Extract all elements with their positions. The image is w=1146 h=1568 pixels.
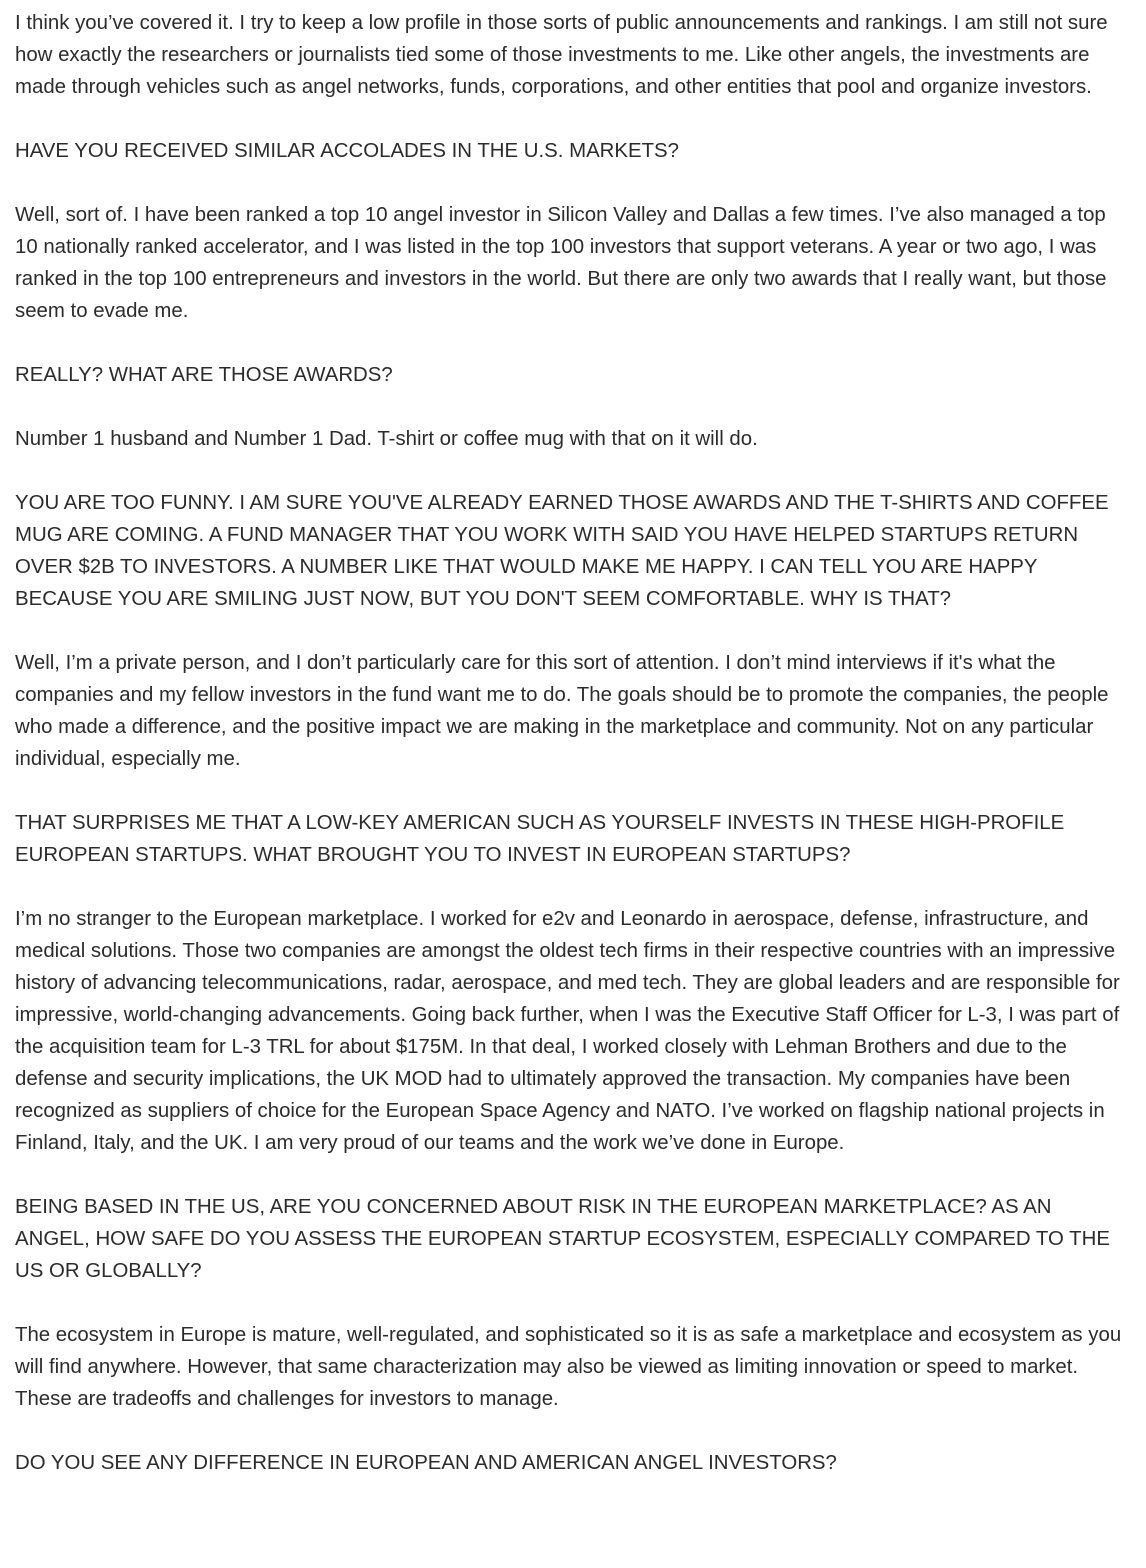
answer-paragraph: I think you’ve covered it. I try to keep a low profile in those sorts of public announcements and rankings. I am still not sure how exactly the researchers or journalists tied some of those investments to me. Like other angels, the investments are made through vehicles such as angel networks, funds, corporations, and other entities that pool and organize investors. [15,12,1108,98]
answer-paragraph: The ecosystem in Europe is mature, well-regulated, and sophisticated so it is as safe a marketplace and ecosystem as you will find anywhere. However, that same characterization may also be viewed as limiting innovation or speed to market. These are tradeoffs and challenges for investors to manage. [15,1324,1122,1410]
answer-paragraph: Well, sort of. I have been ranked a top 10 angel investor in Silicon Valley and Dallas a few times. I’ve also managed a top 10 nationally ranked accelerator, and I was listed in the top 100 investors that support veterans. A year or two ago, I was ranked in the top 100 entrepreneurs and investors in the world. But there are only two awards that I really want, but those seem to evade me. [15,204,1107,322]
question-paragraph: THAT SURPRISES ME THAT A LOW-KEY AMERICAN SUCH AS YOURSELF INVESTS IN THESE HIGH-PROFILE EUROPEAN STARTUPS. WHAT BROUGHT YOU TO INVEST IN EUROPEAN STARTUPS? [15,812,1065,866]
question-paragraph: BEING BASED IN THE US, ARE YOU CONCERNED ABOUT RISK IN THE EUROPEAN MARKETPLACE? AS AN ANGEL, HOW SAFE DO YOU ASSESS THE EUROPEAN STARTUP ECOSYSTEM, ESPECIALLY COMPARED TO THE US OR GLOBALLY? [15,1196,1110,1282]
answer-paragraph: Number 1 husband and Number 1 Dad. T-shirt or coffee mug with that on it will do. [15,428,758,450]
question-paragraph: REALLY? WHAT ARE THOSE AWARDS? [15,364,393,386]
answer-paragraph: I’m no stranger to the European marketplace. I worked for e2v and Leonardo in aerospace, defense, infrastructure, and medical solutions. Those two companies are amongst the oldest tech firms in their respective countries with an impressive history of advancing telecommunications, radar, aerospace, and med tech. They are global leaders and are responsible for impressive, world-changing advancements. Going back further, when I was the Executive Staff Officer for L-3, I was part of the acquisition team for L-3 TRL for about $175M. In that deal, I worked closely with Lehman Brothers and due to the defense and security implications, the UK MOD had to ultimately approved the transaction. My companies have been recognized as suppliers of choice for the European Space Agency and NATO. I’ve worked on flagship national projects in Finland, Italy, and the UK. I am very proud of our teams and the work we’ve done in Europe. [15,908,1120,1154]
answer-paragraph: Well, I’m a private person, and I don’t particularly care for this sort of attention. I don’t mind interviews if it's what the companies and my fellow investors in the fund want me to do. The goals should be to promote the companies, the people who made a difference, and the positive impact we are making in the marketplace and community. Not on any particular individual, especially me. [15,652,1109,770]
question-paragraph: YOU ARE TOO FUNNY. I AM SURE YOU'VE ALREADY EARNED THOSE AWARDS AND THE T-SHIRTS AND COFFEE MUG ARE COMING. A FUND MANAGER THAT YOU WORK WITH SAID YOU HAVE HELPED STARTUPS RETURN OVER $2B TO INVESTORS. A NUMBER LIKE THAT WOULD MAKE ME HAPPY. I CAN TELL YOU ARE HAPPY BECAUSE YOU ARE SMILING JUST NOW, BUT YOU DON'T SEEM COMFORTABLE. WHY IS THAT? [15,492,1109,610]
question-paragraph: DO YOU SEE ANY DIFFERENCE IN EUROPEAN AND AMERICAN ANGEL INVESTORS? [15,1452,837,1474]
question-paragraph: HAVE YOU RECEIVED SIMILAR ACCOLADES IN THE U.S. MARKETS? [15,140,679,162]
